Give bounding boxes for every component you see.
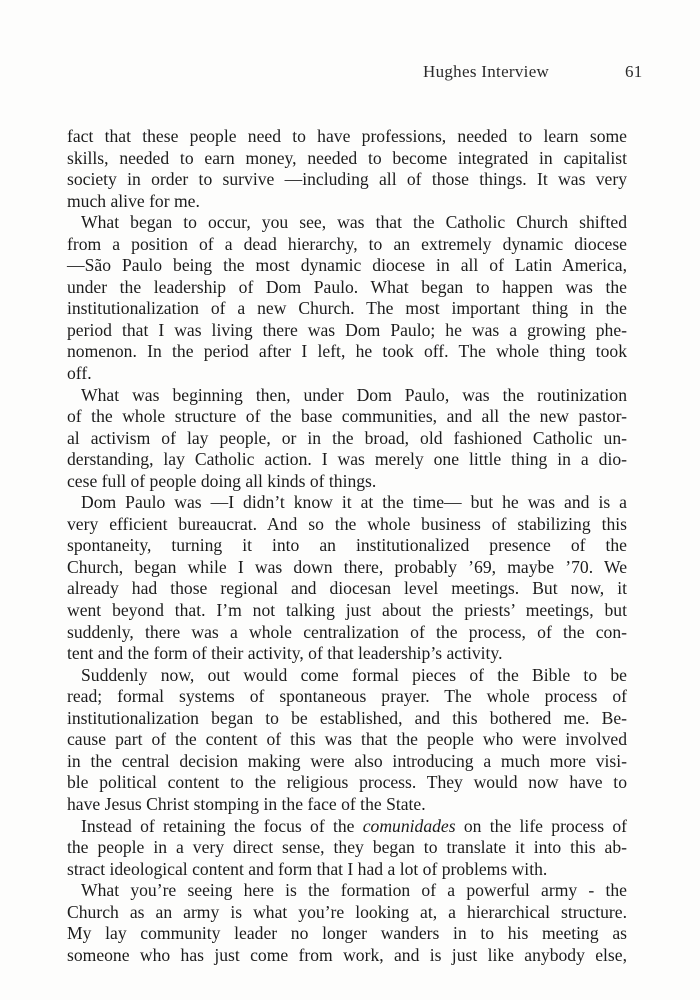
paragraph — [67, 492, 627, 664]
text-line: already had those regional and diocesan level meetings. But now, it — [67, 578, 627, 599]
text-line: Church, began while I was down there, probably ’69, maybe ’70. We — [67, 556, 627, 577]
text-line: under the leadership of Dom Paulo. What began to happen was the — [67, 276, 627, 297]
text-line: from a position of a dead hierarchy, to an extremely dynamic diocese — [67, 233, 627, 254]
text-line: stract ideological content and form that I had a lot of problems with. — [67, 858, 548, 879]
paragraph — [67, 880, 627, 966]
text-line: of the whole structure of the base communities, and all the new pastor- — [67, 406, 627, 427]
body-text — [67, 126, 627, 966]
text-line: period that I was living there was Dom Paulo; he was a growing phe- — [67, 319, 627, 340]
text-line: Instead of retaining the focus of the comunidades on the life process of — [81, 815, 627, 836]
text-line: institutionalization began to be established, and this bothered me. Be- — [67, 707, 627, 728]
text-line: What began to occur, you see, was that the Catholic Church shifted — [81, 212, 627, 233]
paragraph — [67, 385, 627, 493]
text-line: —São Paulo being the most dynamic diocese in all of Latin America, — [67, 255, 627, 276]
text-line: Suddenly now, out would come formal pieces of the Bible to be — [81, 664, 627, 685]
text-line: someone who has just come from work, and is just like anybody else, — [67, 944, 627, 965]
text-line: cese full of people doing all kinds of things. — [67, 470, 377, 491]
text-line: the people in a very direct sense, they began to translate it into this ab- — [67, 837, 627, 858]
text-line: cause part of the content of this was that the people who were involved — [67, 729, 627, 750]
text-line: institutionalization of a new Church. The most important thing in the — [67, 298, 627, 319]
text-line: al activism of lay people, or in the broad, old fashioned Catholic un- — [67, 427, 627, 448]
text-line: derstanding, lay Catholic action. I was merely one little thing in a dio- — [67, 449, 627, 470]
text-line: skills, needed to earn money, needed to become integrated in capitalist — [67, 147, 627, 168]
paragraph — [67, 816, 627, 881]
italic-term: comunidades — [362, 815, 456, 836]
page-number: 61 — [625, 62, 643, 81]
text-line: What you’re seeing here is the formation of a powerful army - the — [81, 880, 627, 901]
text-line: tent and the form of their activity, of that leadership’s activity. — [67, 643, 503, 664]
text-line: much alive for me. — [67, 190, 200, 211]
text-line: society in order to survive —including all of those things. It was very — [67, 169, 627, 190]
text-line: in the central decision making were also introducing a much more visi- — [67, 750, 627, 771]
running-head-title: Hughes Interview — [423, 62, 550, 81]
text-line: fact that these people need to have professions, needed to learn some — [67, 126, 627, 146]
text-line: What was beginning then, under Dom Paulo, was the routinization — [81, 384, 627, 405]
text-line: spontaneity, turning it into an institutionalized presence of the — [67, 535, 627, 556]
text-line: Church as an army is what you’re looking at, a hierarchical structure. — [67, 901, 627, 922]
text-line: off. — [67, 363, 92, 384]
text-line: very efficient bureaucrat. And so the whole business of stabilizing this — [67, 513, 627, 534]
text-line: My lay community leader no longer wanders in to his meeting as — [67, 923, 627, 944]
paragraph — [67, 665, 627, 816]
text-line: went beyond that. I’m not talking just about the priests’ meetings, but — [67, 600, 627, 621]
text-line: ble political content to the religious process. They would now have to — [67, 772, 627, 793]
text-line: nomenon. In the period after I left, he took off. The whole thing took — [67, 341, 627, 362]
text-line: suddenly, there was a whole centralization of the process, of the con- — [67, 621, 627, 642]
paragraph — [67, 212, 627, 384]
text-line: read; formal systems of spontaneous prayer. The whole process of — [67, 686, 627, 707]
paragraph — [67, 126, 627, 212]
text-line: have Jesus Christ stomping in the face of the State. — [67, 793, 426, 814]
text-line: Dom Paulo was —I didn’t know it at the time— but he was and is a — [81, 492, 627, 513]
